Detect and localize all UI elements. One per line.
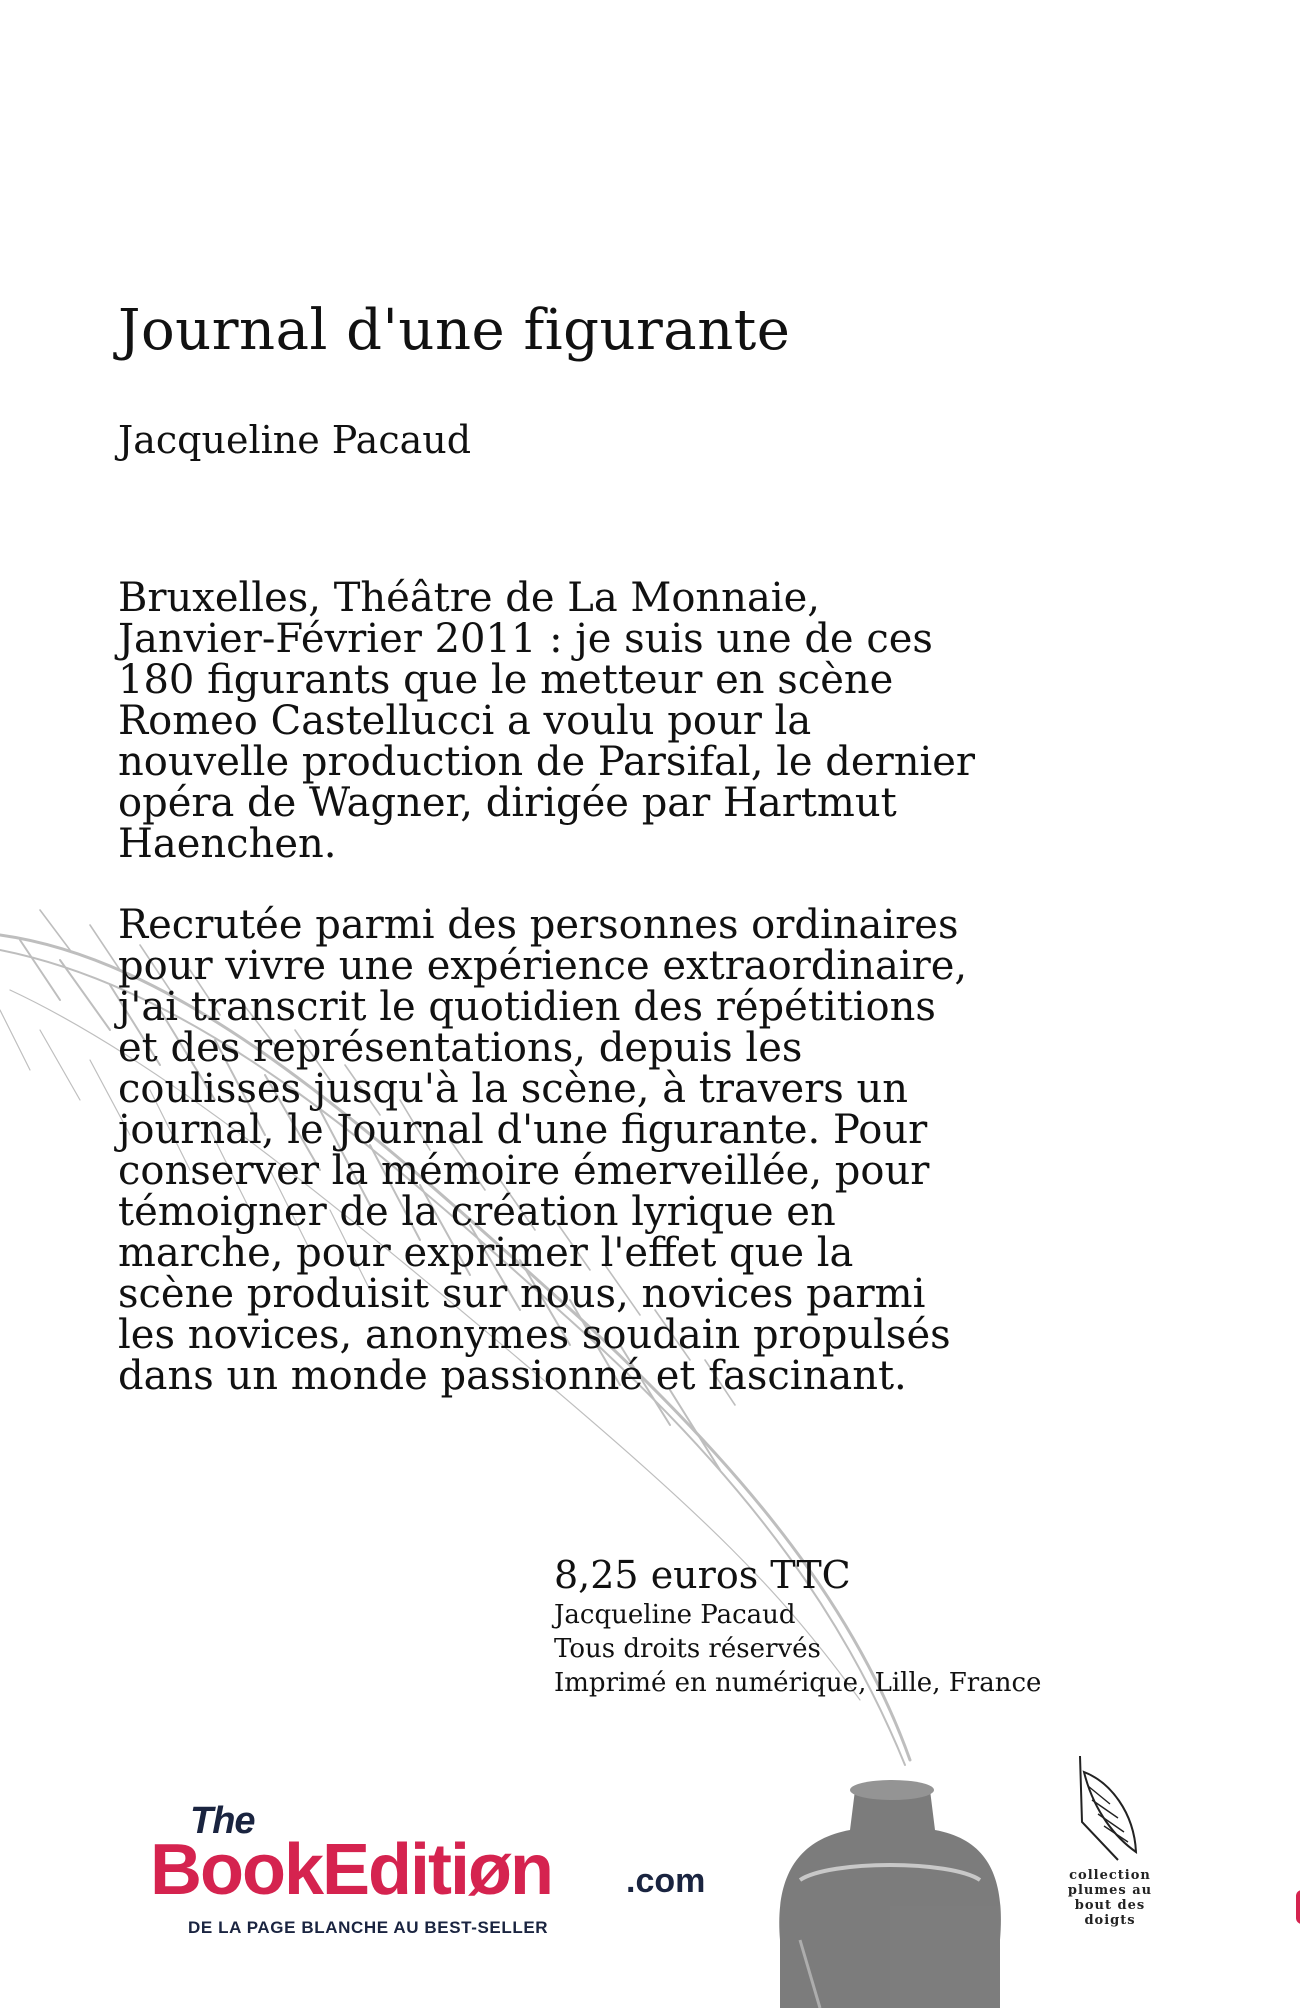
- collection-label-line: doigts: [1084, 1913, 1136, 1928]
- colophon: [554, 1552, 1041, 1700]
- publisher-tagline: DE LA PAGE BLANCHE AU BEST-SELLER: [188, 1918, 549, 1937]
- blurb-paragraph: Bruxelles, Théâtre de La Monnaie, Janvier-Février 2011 : je suis une de ces 180 figurants que le metteur en scène Romeo Castellucci a voulu pour la nouvelle production de Parsifal, le dernier opéra de Wagner, dirigée par Hartmut Haenchen.: [118, 575, 976, 867]
- colophon-printing: Imprimé en numérique, Lille, France: [554, 1668, 1042, 1698]
- quill-icon: [1070, 1752, 1150, 1862]
- collection-label: [1050, 1868, 1170, 1928]
- collection-emblem: [1050, 1752, 1170, 1928]
- price: 8,25 euros TTC: [554, 1553, 851, 1597]
- colophon-author: Jacqueline Pacaud: [554, 1600, 796, 1630]
- back-cover-blurb: [118, 575, 978, 1437]
- publisher-logo: [150, 1800, 710, 1937]
- book-title: Journal d'une figurante: [118, 298, 791, 363]
- book-author: Jacqueline Pacaud: [118, 418, 472, 462]
- collection-label-line: plumes au: [1067, 1883, 1153, 1898]
- collection-label-line: bout des: [1074, 1898, 1146, 1913]
- logo-the-text: The: [190, 1800, 255, 1842]
- collection-label-line: collection: [1069, 1868, 1151, 1883]
- logo-domain-text: .com: [626, 1862, 706, 1900]
- colophon-rights: Tous droits réservés: [554, 1634, 821, 1664]
- logo-main-text: BookEditiøn: [150, 1830, 552, 1910]
- edge-mark: [1296, 1890, 1300, 1924]
- blurb-paragraph: Recrutée parmi des personnes ordinaires pour vivre une expérience extraordinaire, j'ai transcrit le quotidien des répétitions et des représentations, depuis les coulisses jusqu'à la scène, à travers un journal, le Journal d'une figurante. Pour conserver la mémoire émerveillée, pour témoigner de la création lyrique en marche, pour exprimer l'effet que la scène produisit sur nous, novices parmi les novices, anonymes soudain propulsés dans un monde passionné et fascinant.: [118, 902, 968, 1399]
- inkwell: [779, 1780, 1001, 2008]
